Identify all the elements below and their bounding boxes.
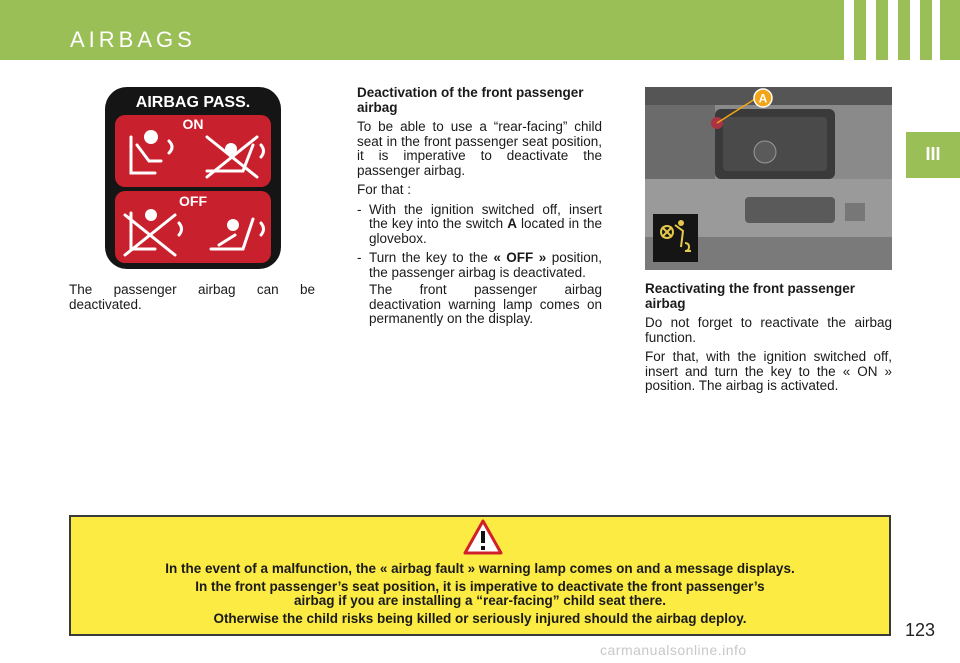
- header-stripe: [866, 0, 876, 60]
- marker-a-label: A: [758, 91, 768, 106]
- glovebox-handle-recess: [745, 197, 835, 223]
- watermark: carmanualsonline.info: [600, 642, 747, 658]
- step-2-end: position, the passenger airbag is deactivated.: [369, 250, 602, 280]
- header-stripe: [888, 0, 898, 60]
- glovebox-photo: [645, 87, 892, 270]
- warning-line-2: In the front passenger’s seat position, it is imperative to deactivate the front passenger’s airbag if you are installing a “rear-facing” child seat there.: [195, 579, 765, 608]
- key-switch: [754, 141, 776, 163]
- panel-off-label: OFF: [179, 193, 207, 209]
- for-that-label: For that :: [357, 182, 412, 197]
- deactivation-heading: Deactivation of the front passenger airbag: [357, 85, 584, 115]
- step-2-main: Turn the key to the: [369, 250, 488, 265]
- step-1-main: With the ignition switched off, insert the key into the switch: [369, 201, 602, 231]
- warning-line-1: In the event of a malfunction, the « airbag fault » warning lamp comes on and a message displays.: [165, 561, 795, 576]
- step-1-dash: -: [357, 201, 362, 217]
- airbag-pass-panel: [103, 85, 283, 271]
- chapter-label: III: [925, 144, 941, 164]
- off-position-ref: « OFF »: [493, 250, 547, 265]
- step-2-text: [369, 251, 602, 280]
- reactivation-para-1: Do not forget to reactivate the airbag function.: [645, 315, 892, 345]
- warning-box: [69, 515, 891, 636]
- warning-triangle-icon: [463, 519, 503, 555]
- panel-label: AIRBAG PASS.: [135, 94, 251, 111]
- header-stripe: [844, 0, 854, 60]
- step-2: [357, 251, 602, 280]
- step-1-end: located in the glovebox.: [369, 216, 602, 246]
- reactivation-para-2: For that, with the ignition switched off, insert and turn the key to the « ON » position. The airbag is activated.: [645, 349, 892, 393]
- reactivation-section: [645, 282, 892, 394]
- photo-vent: [845, 203, 865, 221]
- page-number: 123: [905, 620, 936, 640]
- chapter-tab: [906, 132, 960, 178]
- header-stripe: [932, 0, 940, 60]
- deactivation-intro: To be able to use a “rear-facing” child seat in the front passenger seat position, it is imperative to deactivate the passenger airbag.: [357, 119, 602, 178]
- panel-caption: The passenger airbag can be deactivated.: [69, 282, 315, 312]
- reactivation-heading: Reactivating the front passenger airbag: [645, 281, 856, 311]
- warning-line-3: Otherwise the child risks being killed or seriously injured should the airbag deploy.: [213, 611, 747, 626]
- step-1: [357, 203, 602, 247]
- panel-on-label: ON: [182, 116, 204, 132]
- deactivation-section: [357, 86, 602, 327]
- header-stripe: [910, 0, 920, 60]
- airbag-off-lamp-inset: [653, 214, 698, 262]
- page-title: AIRBAGS: [70, 27, 196, 52]
- glovebox-shelf: [723, 117, 827, 171]
- step-2-dash: -: [357, 250, 362, 265]
- step-1-text: [369, 203, 602, 247]
- switch-key-ref: A: [507, 216, 517, 231]
- step-2-note: The front passenger airbag deactivation warning lamp comes on permanently on the display.: [369, 282, 602, 326]
- page-header: [0, 0, 960, 60]
